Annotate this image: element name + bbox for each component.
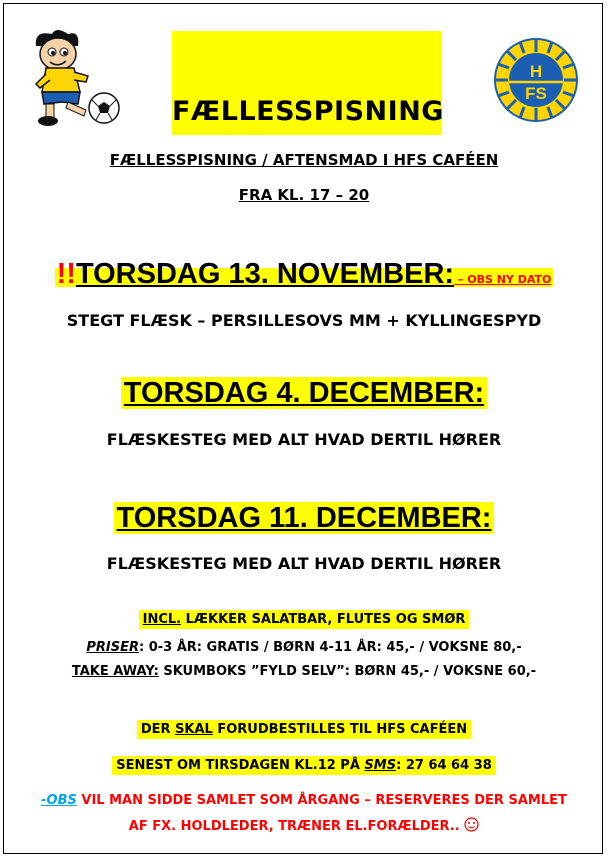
event-2-date: TORSDAG 4. DECEMBER: — [121, 377, 487, 409]
new-date-note: – OBS NY DATO — [454, 273, 552, 286]
obs-line-1 — [0, 793, 608, 808]
obs-line-2 — [0, 817, 608, 836]
smiley-icon — [464, 817, 479, 836]
order-skal: SKAL — [175, 722, 213, 737]
logo-letter-bottom: FS — [525, 84, 547, 103]
incl-line — [0, 612, 608, 627]
deadline-phone: : 27 64 64 38 — [396, 758, 492, 773]
takeaway-text: SKUMBOKS ”FYLD SELV”: BØRN 45,- / VOKSNE 60,- — [158, 664, 537, 679]
obs-label: -OBS — [41, 793, 77, 808]
event-3-date-line — [0, 502, 608, 535]
order-post: FORUDBESTILLES TIL HFS CAFÉEN — [212, 722, 468, 737]
event-2-date-line — [0, 377, 608, 410]
incl-label: INCL. — [142, 612, 182, 627]
page-title: FÆLLESSPISNING — [172, 96, 444, 127]
subtitle: FÆLLESSPISNING / AFTENSMAD I HFS CAFÉEN — [109, 151, 499, 169]
event-1-date: TORSDAG 13. NOVEMBER: — [75, 258, 455, 290]
order-line — [0, 722, 608, 737]
event-1-menu: STEGT FLÆSK – PERSILLESOVS MM + KYLLINGESPYD — [66, 311, 542, 330]
incl-text: LÆKKER SALATBAR, FLUTES OG SMØR — [181, 612, 466, 627]
deadline-pre: SENEST OM TIRSDAGEN KL.12 PÅ — [116, 758, 365, 773]
obs-text-1: VIL MAN SIDDE SAMLET SOM ÅRGANG – RESERVERES DER SAMLET — [76, 793, 567, 808]
deadline-sms: SMS — [364, 758, 397, 773]
prices-text: : 0-3 ÅR: GRATIS / BØRN 4-11 ÅR: 45,- / VOKSNE 80,- — [139, 640, 522, 655]
event-3-date: TORSDAG 11. DECEMBER: — [114, 502, 495, 534]
takeaway-label: TAKE AWAY: — [71, 664, 159, 679]
obs-text-2: AF FX. HOLDLEDER, TRÆNER EL.FORÆLDER.. — [128, 819, 465, 834]
football-kid-icon — [28, 28, 124, 128]
logo-letter-top: H — [529, 62, 543, 81]
order-pre: DER — [140, 722, 176, 737]
event-3-menu: FLÆSKESTEG MED ALT HVAD DERTIL HØRER — [106, 554, 502, 573]
prices-label: PRISER — [86, 640, 139, 655]
takeaway-line — [0, 664, 608, 679]
prices-line — [0, 640, 608, 655]
event-2-menu: FLÆSKESTEG MED ALT HVAD DERTIL HØRER — [106, 430, 502, 449]
alert-marks: !! — [56, 258, 76, 290]
time-range: FRA KL. 17 – 20 — [238, 186, 370, 204]
event-1-date-line — [0, 258, 608, 291]
hfs-logo-icon — [494, 38, 578, 122]
deadline-line — [0, 758, 608, 773]
